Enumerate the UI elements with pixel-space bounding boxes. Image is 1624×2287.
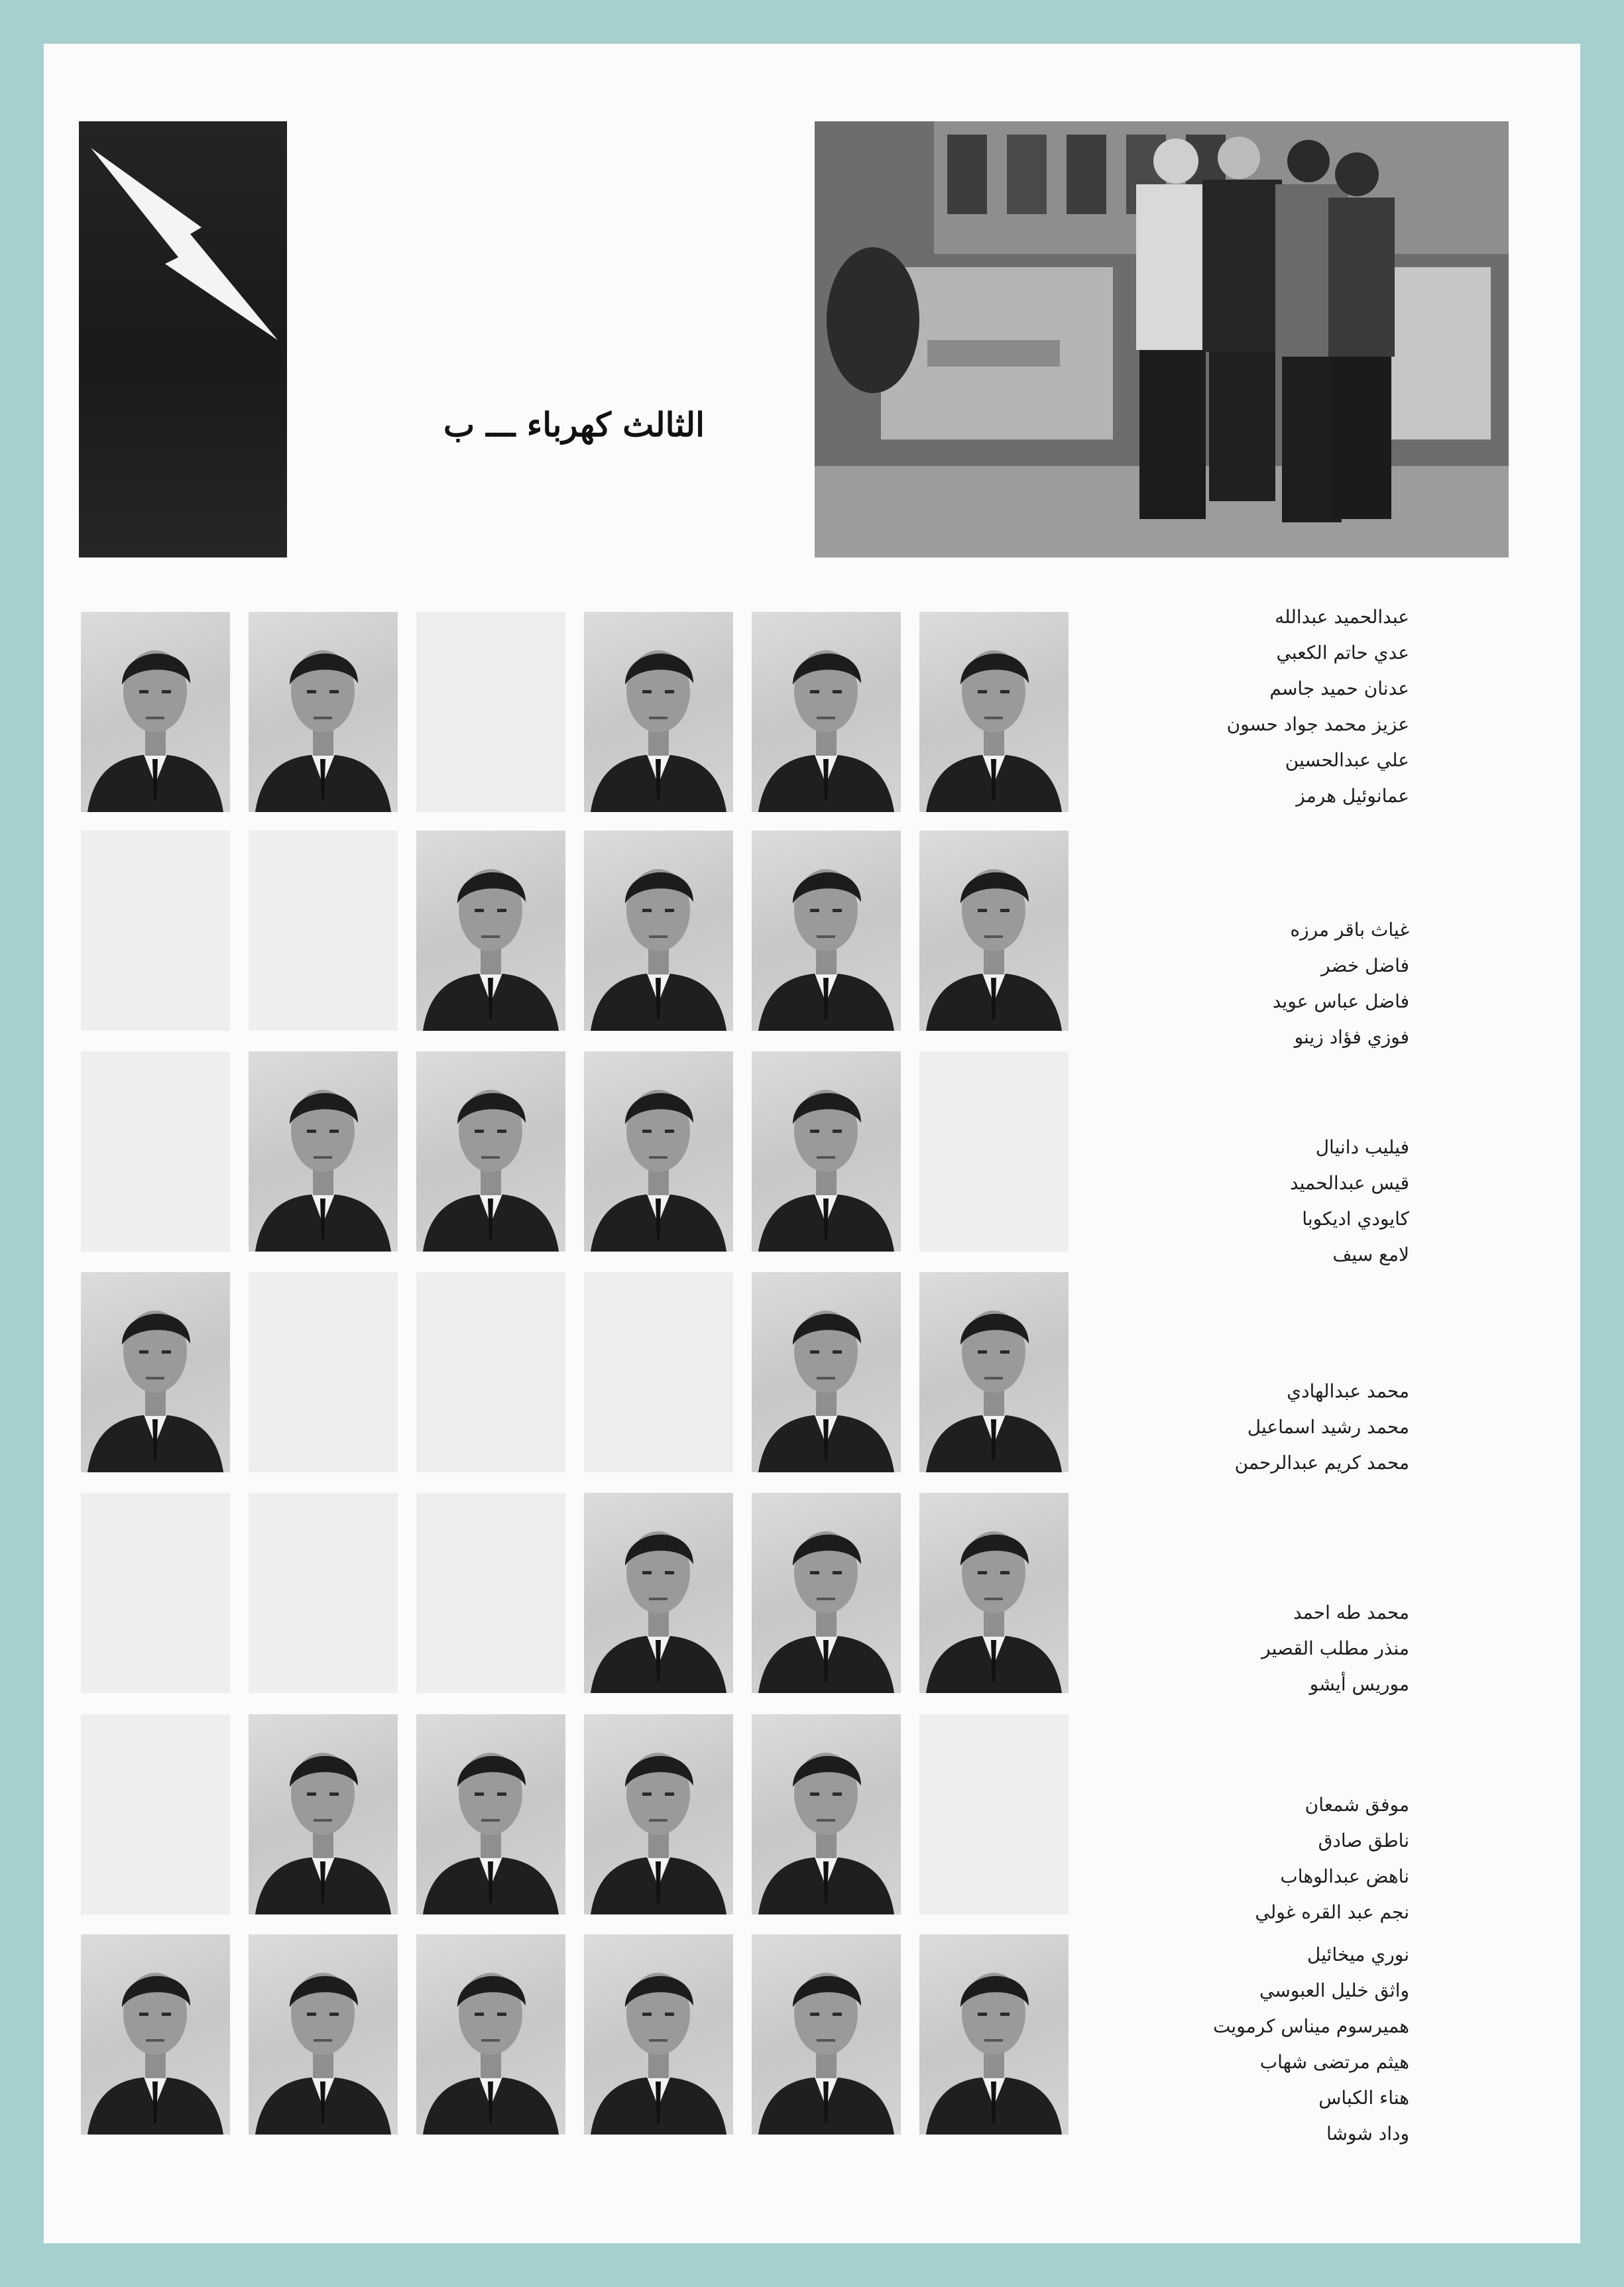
name-group <box>1171 1937 1409 2152</box>
portrait-icon <box>584 1714 733 1914</box>
student-portrait <box>919 1493 1069 1693</box>
student-portrait <box>752 1934 901 2135</box>
portrait-icon <box>249 1934 398 2135</box>
page-title: الثالث كهرباء ـــ ب <box>443 405 705 444</box>
student-name: محمد رشيد اسماعيل <box>1247 1416 1409 1438</box>
portrait-icon <box>81 1272 230 1472</box>
empty-portrait-slot <box>416 1272 565 1472</box>
group-photo <box>815 121 1509 557</box>
student-name: غياث باقر مرزه <box>1290 919 1409 941</box>
student-portrait <box>249 612 398 812</box>
portrait-icon <box>919 831 1069 1031</box>
student-name: محمد كريم عبدالرحمن <box>1234 1452 1409 1474</box>
name-group <box>1171 599 1409 814</box>
student-name: عدي حاتم الكعبي <box>1276 642 1409 664</box>
student-name: عزيز محمد جواد حسون <box>1226 713 1409 735</box>
student-portrait <box>416 1051 565 1252</box>
student-portrait <box>584 831 733 1031</box>
student-name: نجم عبد القره غولي <box>1255 1901 1409 1923</box>
empty-portrait-slot <box>919 1051 1069 1252</box>
portrait-icon <box>249 612 398 812</box>
portrait-icon <box>249 1051 398 1252</box>
empty-portrait-slot <box>81 831 230 1031</box>
empty-portrait-slot <box>81 1714 230 1914</box>
student-portrait <box>752 1714 901 1914</box>
student-name: هميرسوم ميناس كرمويت <box>1212 2015 1409 2037</box>
student-portrait <box>249 1934 398 2135</box>
empty-portrait-slot <box>584 1272 733 1472</box>
student-name: فوزي فؤاد زينو <box>1294 1026 1409 1048</box>
portrait-icon <box>752 1493 901 1693</box>
student-name: علي عبدالحسين <box>1285 749 1409 771</box>
empty-portrait-slot <box>919 1714 1069 1914</box>
student-name: نوري ميخائيل <box>1306 1944 1409 1965</box>
student-name: وداد شوشا <box>1326 2123 1409 2144</box>
empty-portrait-slot <box>81 1493 230 1693</box>
student-portrait <box>919 1934 1069 2135</box>
student-name: فيليب دانيال <box>1315 1136 1409 1158</box>
portrait-icon <box>919 1272 1069 1472</box>
student-name: ناهض عبدالوهاب <box>1280 1865 1409 1887</box>
student-name: محمد طه احمد <box>1293 1602 1409 1623</box>
student-portrait <box>416 831 565 1031</box>
portrait-icon <box>416 831 565 1031</box>
student-portrait <box>584 612 733 812</box>
portrait-icon <box>584 612 733 812</box>
portrait-icon <box>752 1051 901 1252</box>
portrait-icon <box>584 1051 733 1252</box>
student-portrait <box>752 831 901 1031</box>
portrait-icon <box>416 1934 565 2135</box>
student-portrait <box>584 1934 733 2135</box>
student-portrait <box>416 1714 565 1914</box>
student-name: منذر مطلب القصير <box>1261 1637 1409 1659</box>
portrait-icon <box>584 831 733 1031</box>
portrait-icon <box>752 1714 901 1914</box>
student-portrait <box>584 1051 733 1252</box>
empty-portrait-slot <box>416 1493 565 1693</box>
student-name: عبدالحميد عبدالله <box>1275 606 1409 628</box>
portrait-icon <box>249 1714 398 1914</box>
student-name: هيثم مرتضى شهاب <box>1259 2051 1409 2073</box>
student-portrait <box>81 612 230 812</box>
student-name: عمانوئيل هرمز <box>1296 785 1409 807</box>
student-portrait <box>249 1051 398 1252</box>
name-group <box>1171 1787 1409 1930</box>
name-group <box>1171 912 1409 1055</box>
portrait-icon <box>584 1934 733 2135</box>
student-portrait <box>584 1714 733 1914</box>
student-portrait <box>752 1272 901 1472</box>
empty-portrait-slot <box>81 1051 230 1252</box>
student-name: هناء الكباس <box>1318 2087 1409 2109</box>
portrait-icon <box>416 1051 565 1252</box>
student-portrait <box>752 1493 901 1693</box>
student-portrait <box>752 1051 901 1252</box>
student-portrait <box>584 1493 733 1693</box>
student-name: موريس أيشو <box>1309 1673 1409 1695</box>
name-group <box>1171 1374 1409 1481</box>
student-portrait <box>919 1272 1069 1472</box>
portrait-icon <box>416 1714 565 1914</box>
portrait-icon <box>81 1934 230 2135</box>
portrait-icon <box>81 612 230 812</box>
lightning-bolt-icon <box>79 121 287 557</box>
portrait-icon <box>919 1934 1069 2135</box>
student-name: موفق شمعان <box>1305 1794 1409 1816</box>
student-portrait <box>81 1272 230 1472</box>
student-portrait <box>81 1934 230 2135</box>
empty-portrait-slot <box>416 612 565 812</box>
student-name: فاضل خضر <box>1321 955 1409 976</box>
student-portrait <box>919 831 1069 1031</box>
portrait-icon <box>752 1934 901 2135</box>
student-portrait <box>919 612 1069 812</box>
portrait-grid <box>81 612 1115 2203</box>
empty-portrait-slot <box>249 831 398 1031</box>
student-portrait <box>752 612 901 812</box>
lightning-bolt-logo <box>79 121 287 557</box>
portrait-icon <box>584 1493 733 1693</box>
portrait-icon <box>752 1272 901 1472</box>
group-photo-image <box>815 121 1509 557</box>
portrait-icon <box>919 612 1069 812</box>
student-name: واثق خليل العبوسي <box>1259 1979 1409 2001</box>
empty-portrait-slot <box>249 1272 398 1472</box>
portrait-icon <box>919 1493 1069 1693</box>
student-name: لامع سيف <box>1332 1244 1409 1265</box>
name-group <box>1171 1595 1409 1702</box>
student-name: محمد عبدالهادي <box>1287 1380 1409 1402</box>
student-name: ناطق صادق <box>1318 1830 1409 1851</box>
student-portrait <box>249 1714 398 1914</box>
student-portrait <box>416 1934 565 2135</box>
student-name: كايودي اديكوبا <box>1302 1208 1409 1230</box>
student-name: قيس عبدالحميد <box>1289 1172 1409 1194</box>
empty-portrait-slot <box>249 1493 398 1693</box>
portrait-icon <box>752 612 901 812</box>
yearbook-page <box>44 44 1580 2243</box>
portrait-icon <box>752 831 901 1031</box>
name-group <box>1171 1130 1409 1273</box>
student-name: فاضل عباس عويد <box>1272 990 1409 1012</box>
student-name: عدنان حميد جاسم <box>1269 677 1409 699</box>
